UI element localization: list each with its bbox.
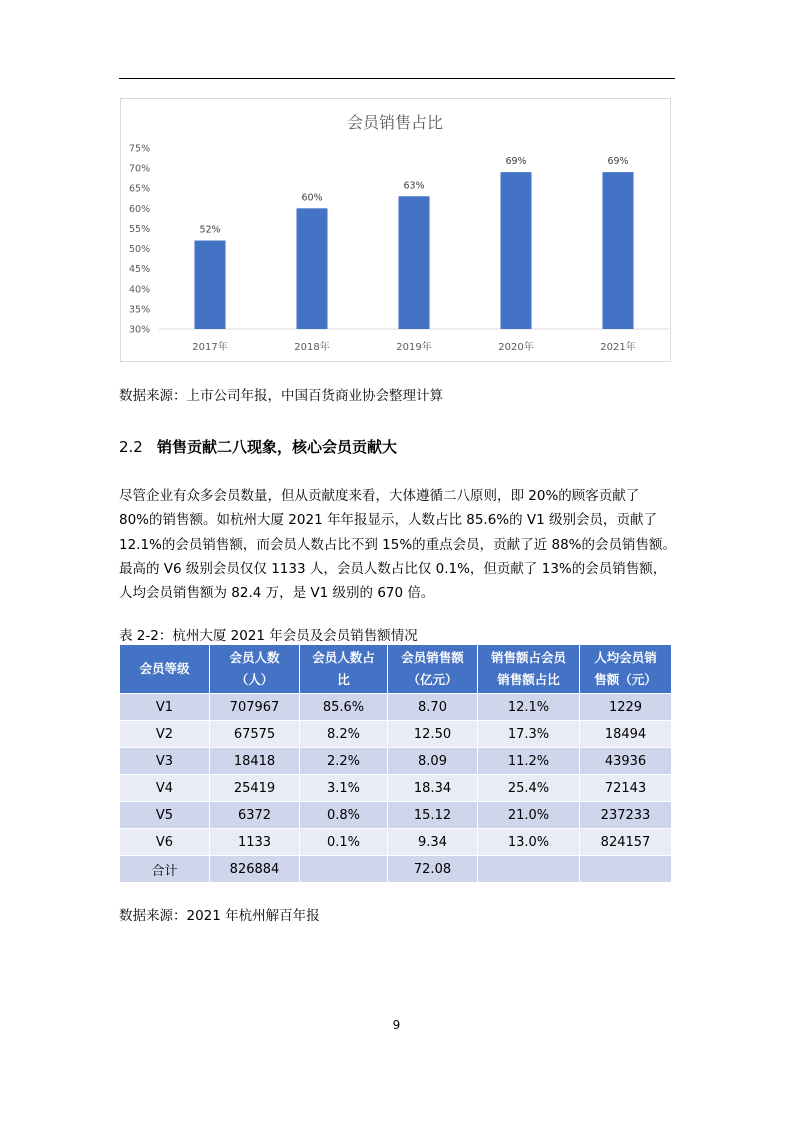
x-tick-label: 2021年 — [600, 342, 636, 353]
header-member-share: 会员人数占 比 — [300, 645, 388, 694]
header-member-count: 会员人数 （人） — [210, 645, 300, 694]
table-cell: 6372 — [210, 802, 300, 829]
y-tick-label: 30% — [129, 324, 151, 336]
header-member-sales: 会员销售额 （亿元） — [388, 645, 478, 694]
header-rule — [119, 78, 675, 79]
table-cell: 1229 — [580, 694, 672, 721]
table-cell: V5 — [120, 802, 210, 829]
bar — [195, 241, 226, 329]
table-cell: 17.3% — [478, 721, 580, 748]
bar — [501, 172, 532, 329]
table-cell: 3.1% — [300, 775, 388, 802]
table-cell: 15.12 — [388, 802, 478, 829]
table-cell: 43936 — [580, 748, 672, 775]
x-tick-label: 2017年 — [192, 342, 228, 353]
table-row — [120, 802, 672, 829]
y-tick-label: 60% — [129, 203, 151, 215]
table-row — [120, 721, 672, 748]
y-tick-label: 55% — [129, 223, 151, 235]
header-sales-share: 销售额占会员 销售额占比 — [478, 645, 580, 694]
data-label: 63% — [403, 180, 425, 192]
table-cell: V6 — [120, 829, 210, 856]
y-tick-label: 40% — [129, 284, 151, 296]
section-title: 销售贡献二八现象，核心会员贡献大 — [157, 438, 398, 456]
bar — [399, 196, 430, 329]
table-cell: V4 — [120, 775, 210, 802]
table-cell: 25419 — [210, 775, 300, 802]
table-row — [120, 694, 672, 721]
table-cell: 707967 — [210, 694, 300, 721]
y-tick-label: 45% — [129, 264, 151, 276]
table-cell: V1 — [120, 694, 210, 721]
table-cell: V2 — [120, 721, 210, 748]
table-cell: 85.6% — [300, 694, 388, 721]
table-cell: 18494 — [580, 721, 672, 748]
table-cell: 1133 — [210, 829, 300, 856]
table-cell: 0.1% — [300, 829, 388, 856]
table-cell: 72.08 — [388, 856, 478, 883]
table-cell: 8.70 — [388, 694, 478, 721]
chart-title: 会员销售占比 — [346, 113, 444, 132]
table-cell: 12.1% — [478, 694, 580, 721]
table-cell: 11.2% — [478, 748, 580, 775]
member-sales-table — [119, 644, 672, 883]
header-sales-per-member: 人均会员销 售额（元） — [580, 645, 672, 694]
paragraph-line: 人均会员销售额为 82.4 万，是 V1 级别的 670 倍。 — [119, 585, 435, 602]
chart-source-note: 数据来源：上市公司年报，中国百货商业协会整理计算 — [119, 388, 443, 404]
section-number: 2.2 — [119, 438, 143, 456]
x-tick-label: 2018年 — [294, 342, 330, 353]
table-header-row — [120, 645, 672, 694]
page-number: 9 — [392, 1018, 401, 1032]
table-row — [120, 748, 672, 775]
table-cell: 12.50 — [388, 721, 478, 748]
table-cell: 9.34 — [388, 829, 478, 856]
paragraph-line: 12.1%的会员销售额，而会员人数占比不到 15%的重点会员，贡献了近 88%的会员销售额。 — [119, 536, 676, 553]
data-label: 52% — [199, 224, 221, 236]
table-cell: 合计 — [120, 856, 210, 883]
x-tick-label: 2020年 — [498, 342, 534, 353]
table-cell: 25.4% — [478, 775, 580, 802]
bar — [603, 172, 634, 329]
header-member-level: 会员等级 — [120, 645, 210, 694]
table-cell: 72143 — [580, 775, 672, 802]
bar-chart-svg — [121, 99, 670, 361]
x-tick-label: 2019年 — [396, 342, 432, 353]
table-caption: 表 2-2：杭州大厦 2021 年会员及会员销售额情况 — [119, 628, 418, 644]
table-row — [120, 856, 672, 883]
table-cell: 237233 — [580, 802, 672, 829]
table-row — [120, 829, 672, 856]
data-label: 69% — [505, 156, 527, 168]
y-tick-label: 65% — [129, 183, 151, 195]
table-cell: 826884 — [210, 856, 300, 883]
paragraph-line: 尽管企业有众多会员数量，但从贡献度来看，大体遵循二八原则，即 20%的顾客贡献了 — [119, 488, 640, 504]
table-cell: 8.09 — [388, 748, 478, 775]
paragraph-line: 最高的 V6 级别会员仅仅 1133 人，会员人数占比仅 0.1%，但贡献了 13%的会员销售额， — [119, 560, 667, 577]
table-cell: 824157 — [580, 829, 672, 856]
table-cell — [478, 856, 580, 883]
table-cell: 21.0% — [478, 802, 580, 829]
data-label: 60% — [301, 192, 323, 204]
table-row — [120, 775, 672, 802]
y-tick-label: 70% — [129, 163, 151, 175]
table-cell: 13.0% — [478, 829, 580, 856]
table-cell: 18.34 — [388, 775, 478, 802]
body-paragraph — [119, 484, 679, 605]
table-cell: 18418 — [210, 748, 300, 775]
data-label: 69% — [607, 156, 629, 168]
table-cell — [300, 856, 388, 883]
y-tick-label: 50% — [129, 244, 151, 256]
section-heading — [119, 436, 397, 457]
table-cell — [580, 856, 672, 883]
member-sales-share-chart — [120, 98, 671, 362]
table-cell: V3 — [120, 748, 210, 775]
y-tick-label: 75% — [129, 143, 151, 155]
table-cell: 67575 — [210, 721, 300, 748]
table-cell: 2.2% — [300, 748, 388, 775]
bar — [297, 208, 328, 329]
paragraph-line: 80%的销售额。如杭州大厦 2021 年年报显示，人数占比 85.6%的 V1 级别会员，贡献了 — [119, 512, 658, 529]
table-source-note: 数据来源：2021 年杭州解百年报 — [119, 908, 320, 924]
table-cell: 0.8% — [300, 802, 388, 829]
y-tick-label: 35% — [129, 304, 151, 316]
table-cell: 8.2% — [300, 721, 388, 748]
